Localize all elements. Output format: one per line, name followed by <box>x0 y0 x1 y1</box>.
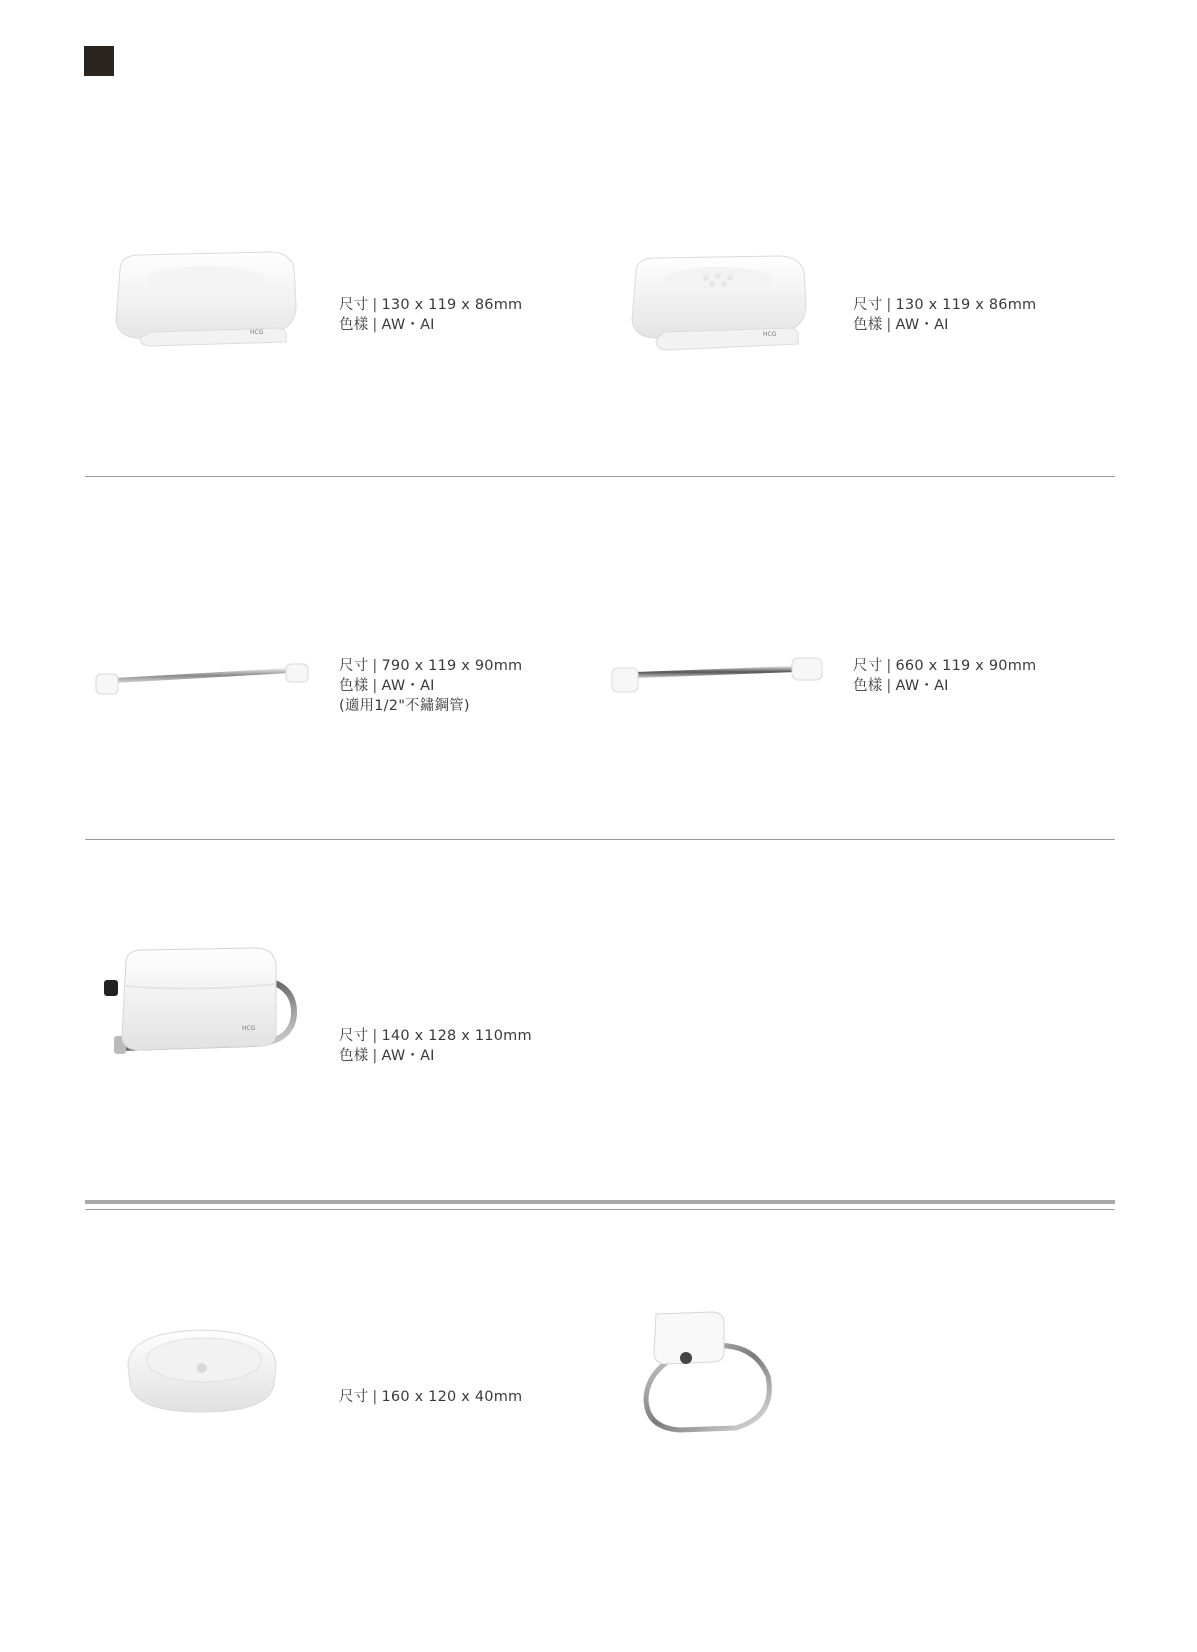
product-spec-4: 尺寸 | 660 x 119 x 90mm 色樣 | AW・AI <box>853 658 1037 694</box>
product-spec-5: 尺寸 | 140 x 128 x 110mm 色樣 | AW・AI <box>339 1028 532 1064</box>
corner-marker <box>84 46 114 76</box>
towel-ring-image <box>640 1306 780 1446</box>
product-spec-2: 尺寸 | 130 x 119 x 86mm 色樣 | AW・AI <box>853 297 1037 333</box>
towel-bar-image-2 <box>610 654 830 698</box>
brand-logo: HCG <box>250 329 264 336</box>
product-spec-6: 尺寸 | 160 x 120 x 40mm <box>339 1389 523 1405</box>
soap-dish-image-2 <box>628 252 808 357</box>
brand-logo: HCG <box>763 331 777 338</box>
section-divider-1 <box>85 476 1115 477</box>
brand-logo: HCG <box>242 1025 256 1032</box>
product-spec-1: 尺寸 | 130 x 119 x 86mm 色樣 | AW・AI <box>339 297 523 333</box>
section-divider-3 <box>85 1200 1115 1204</box>
section-divider-3b <box>85 1209 1115 1210</box>
section-divider-2 <box>85 839 1115 840</box>
oval-soap-dish-image <box>124 1326 280 1414</box>
product-spec-3: 尺寸 | 790 x 119 x 90mm 色樣 | AW・AI (適用1/2"不鏽鋼管) <box>339 658 523 714</box>
towel-bar-image-1 <box>94 658 314 700</box>
paper-holder-image <box>104 946 304 1066</box>
soap-dish-image-1 <box>110 250 300 355</box>
